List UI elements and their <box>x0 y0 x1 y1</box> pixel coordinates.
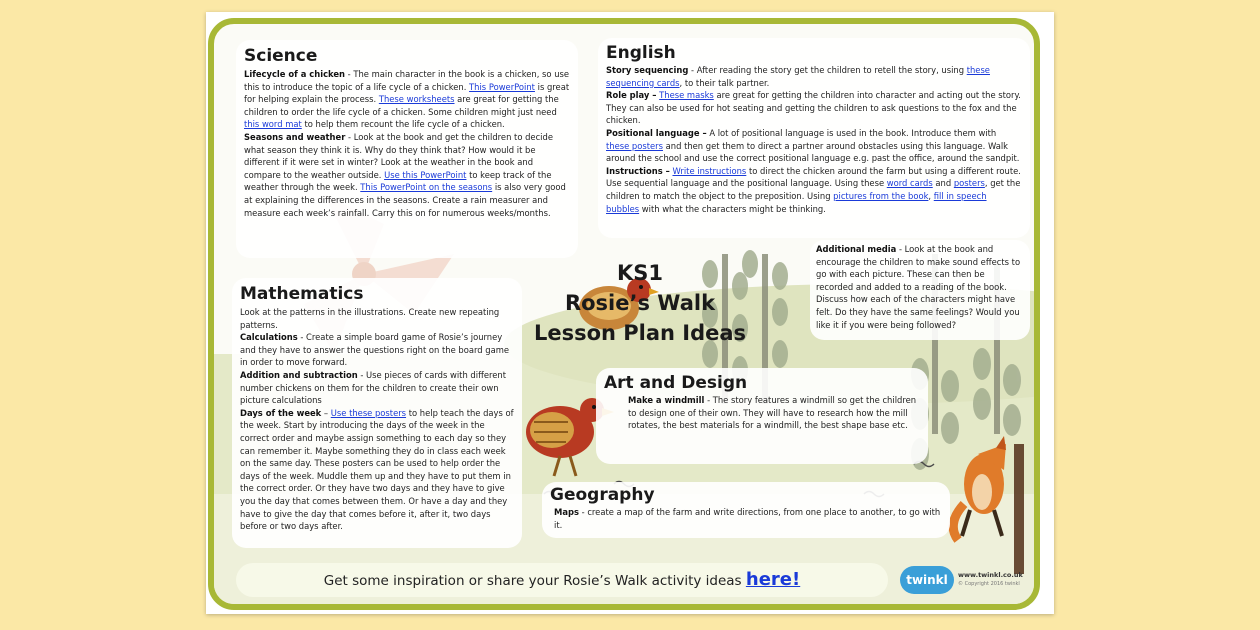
inspiration-banner: Get some inspiration or share your Rosie’s Walk activity ideas here! <box>236 563 888 597</box>
maths-calculations: Calculations - Create a simple board game of Rosie’s journey and they have to answer the questions right on the board game in order to move forward. <box>240 332 510 368</box>
pictures-from-book-link[interactable]: pictures from the book <box>833 190 929 201</box>
lesson-plan-title: KS1 Rosie’s Walk Lesson Plan Ideas <box>533 261 747 345</box>
english-story-sequencing: Story sequencing - After reading the story get the children to retell the story, using these sequencing cards, to their talk partner. <box>606 65 990 88</box>
geography-panel: Geography Maps - create a map of the farm and write directions, from one place to another, to go with it. <box>542 482 950 538</box>
sequencing-cards-link[interactable]: these sequencing cards <box>606 65 990 88</box>
science-panel <box>236 40 578 258</box>
science-lifecycle: Lifecycle of a chicken - The main character in the book is a chicken, so use this to introduce the topic of a life cycle of a chicken. This PowerPoint is great for helping explain the process. These worksheets are great for getting the children to order the life cycle of a chicken. Some children might just need this word mat to help them recount the life cycle of a chicken. <box>244 69 570 130</box>
additional-media-panel: Additional media - Look at the book and encourage the children to make sound effects to go with each picture. These can then be recorded and added to a reading of the book. Discuss how each of the characters might have felt. Do they have the same feelings? Would you like it if you were being followed? <box>810 240 1030 340</box>
maps-label: Maps <box>554 507 579 517</box>
speech-bubbles-link[interactable]: fill in speech bubbles <box>606 190 987 214</box>
english-instructions: Instructions – Write instructions to direct the chicken around the farm but using a different route. Use sequential language and the positional language. Using these word cards and posters, get the children to match the object to the preposition. Using pictures from the book, fill in speech bubbles with what the characters might be thinking. <box>606 165 1021 214</box>
masks-link[interactable]: These masks <box>659 90 714 101</box>
english-role-play: Role play – These masks are great for getting the children into character and acting out the story. They can also be used for hot seating and getting the children to ask questions to the fox and the chicken. <box>606 90 1021 126</box>
mathematics-panel <box>232 278 522 548</box>
brand-copyright: © Copyright 2016 twinkl <box>958 581 1020 587</box>
here-link[interactable]: here! <box>745 569 801 590</box>
english-positional-language: Positional language – A lot of positional language is used in the book. Introduce them with these posters and then get them to direct a partner around obstacles using this language. Walk around the school and use the correct positional language e.g. past the office, around the sandpit. <box>606 127 1020 164</box>
seasons-label: Seasons and weather <box>244 131 346 142</box>
mathematics-heading: Mathematics <box>240 284 364 304</box>
word-cards-link[interactable]: word cards <box>886 178 933 189</box>
seasons-powerpoint-link[interactable]: This PowerPoint on the seasons <box>360 182 493 193</box>
days-posters-link[interactable]: Use these posters <box>330 407 407 418</box>
english-panel <box>598 38 1030 238</box>
make-windmill-label: Make a windmill <box>628 395 705 405</box>
brand-url[interactable]: www.twinkl.co.uk <box>958 571 1023 579</box>
english-heading: English <box>606 43 676 63</box>
weather-powerpoint-link[interactable]: Use this PowerPoint <box>384 169 467 180</box>
maths-days-of-week: Days of the week – Use these posters to help teach the days of the week. Start by introducing the days of the week in the correct order and maybe assign something to each day so they can remember it. Maybe something they do in class each week on the same day. These posters can be used to help order the days of the week. Muddle them up and they have to put them in the correct order. Or they have two days and they have to give you the day that comes between them. Or have a day and they have to give the day that comes before it, after it, two days before or two days after. <box>240 407 514 532</box>
lifecycle-label: Lifecycle of a chicken <box>244 69 346 79</box>
geography-heading: Geography <box>550 485 655 505</box>
fence-post <box>1014 444 1024 574</box>
word-mat-link[interactable]: this word mat <box>244 119 302 130</box>
posters-link[interactable]: posters <box>953 178 985 189</box>
art-design-heading: Art and Design <box>604 373 748 393</box>
twinkl-logo[interactable]: twinkl <box>900 566 954 594</box>
positional-posters-link[interactable]: these posters <box>606 140 663 151</box>
additional-media-label: Additional media <box>816 244 897 254</box>
maths-addition: Addition and subtraction - Use pieces of cards with different number chickens on them for the children to create their own picture calculations <box>240 369 506 406</box>
write-instructions-link[interactable]: Write instructions <box>672 165 747 176</box>
art-design-panel: Art and Design Make a windmill - The story features a windmill so get the children to design one of their own. They will have to research how the mill rotates, the best materials for a windmill, the best shape base etc. <box>596 368 928 464</box>
science-heading: Science <box>244 46 318 66</box>
science-seasons: Seasons and weather - Look at the book and get the children to decide what season they think it is. Why do they think that? How would it be different if it were set in winter? Look at the weather in the book and compare to the weather outside. Use this PowerPoint to keep track of the weather through the week. This PowerPoint on the seasons is also very good at explaining the differences in the seasons. Create a rain measurer and measure each week’s rainfall. Carry this on for numerous weeks/months. <box>244 131 566 218</box>
lifecycle-worksheets-link[interactable]: These worksheets <box>378 94 455 105</box>
maths-intro: Look at the patterns in the illustrations. Create new repeating patterns. <box>240 307 500 330</box>
lifecycle-powerpoint-link[interactable]: This PowerPoint <box>469 81 535 92</box>
